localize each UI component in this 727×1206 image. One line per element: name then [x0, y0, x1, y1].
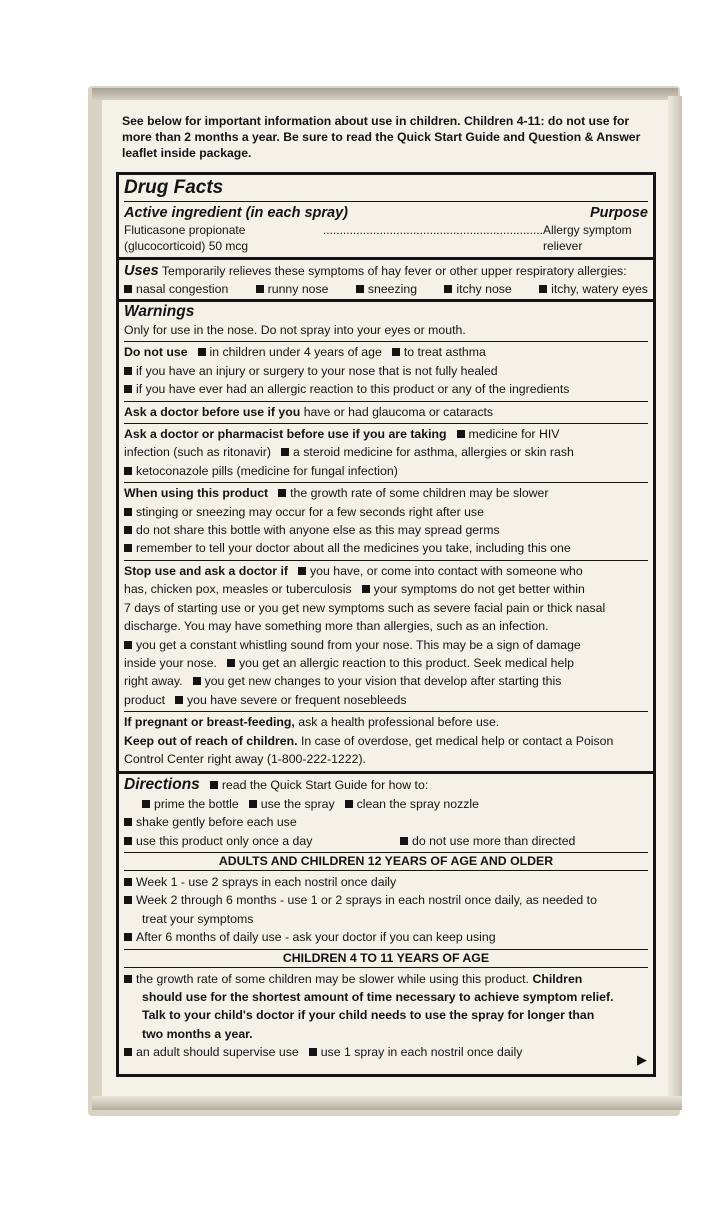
uses-text: Temporarily relieves these symptoms of hay fever or other upper respiratory allergies:	[161, 264, 627, 278]
bullet-square-icon	[124, 367, 132, 375]
ingredient-purpose: Allergy symptom reliever	[542, 223, 632, 253]
bullet-square-icon	[198, 348, 206, 356]
divider	[124, 423, 648, 424]
bullet-square-icon	[142, 800, 150, 808]
uses-title: Uses	[124, 263, 159, 279]
adults-block: Week 1 - use 2 sprays in each nostril once daily Week 2 through 6 months - use 1 or 2 sprays in each nostril once daily, as needed to treat your symptoms After 6 months of daily use - ask your doctor if you can keep using	[124, 873, 648, 947]
bullet-square-icon	[256, 285, 264, 293]
bullet-square-icon	[124, 896, 132, 904]
bullet-square-icon	[124, 1048, 132, 1056]
stop-use-block: Stop use and ask a doctor if you have, or come into contact with someone who has, chicken pox, measles or tuberculosis your symptoms do not get better within 7 days of starting use or you get new symptoms such as severe facial pain or thick nasal discharge. You may have something more than allergies, such as an infection. you get a constant whistling sound from your nose. This may be a sign of damage inside your nose. you get an allergic reaction to this product. Seek medical help right away. you get new changes to your vision that develop after starting this product you have severe or frequent nosebleeds	[124, 563, 606, 707]
bullet-square-icon	[124, 526, 132, 534]
active-ingredient-header	[124, 204, 648, 222]
bullet-square-icon	[539, 285, 547, 293]
symptom-item: itchy, watery eyes	[539, 280, 648, 298]
symptom-item: runny nose	[256, 280, 329, 298]
divider	[124, 711, 648, 712]
do-not-use-block: Do not use in children under 4 years of age to treat asthma if you have an injury or surgery to your nose that is not fully healed if you have ever had an allergic reaction to this product or any of the ingredients	[124, 345, 570, 397]
children-block: the growth rate of some children may be slower while using this product. Children should use for the shortest amount of time necessary to achieve symptom relief. Talk to your child's doctor if your child needs to use the spray for longer than two months a year. an adult should supervise use use 1 spray in each nostril once daily	[124, 970, 648, 1062]
bullet-square-icon	[356, 285, 364, 293]
bullet-square-icon	[124, 285, 132, 293]
purpose-label: Purpose	[589, 205, 648, 221]
bullet-square-icon	[392, 348, 400, 356]
bullet-square-icon	[124, 837, 132, 845]
drug-facts-title: Drug Facts	[124, 175, 648, 202]
ask-pharmacist-block: Ask a doctor or pharmacist before use if you are taking medicine for HIV infection (such as ritonavir) a steroid medicine for asthma, allergies or skin rash ketoconazole pills (medicine for fungal infection)	[124, 427, 574, 478]
carton-right-edge	[668, 96, 682, 1108]
bullet-square-icon	[124, 385, 132, 393]
directions-title: Directions	[124, 776, 200, 794]
bullet-square-icon	[124, 544, 132, 552]
symptom-item: itchy nose	[444, 280, 511, 298]
carton-bottom-edge	[92, 1096, 682, 1110]
section-divider	[119, 771, 653, 774]
intro-text: See below for important information about use in children. Children 4-11: do not use for more than 2 months a year. Be sure to read the Quick Start Guide and Question & Answer leaflet inside package.	[122, 114, 641, 160]
bullet-square-icon	[124, 933, 132, 941]
bullet-square-icon	[278, 489, 286, 497]
bullet-square-icon	[345, 800, 353, 808]
uses-section	[124, 262, 648, 280]
bullet-square-icon	[124, 508, 132, 516]
ask-doctor-block: Ask a doctor before use if you have or had glaucoma or cataracts	[124, 404, 494, 419]
bullet-square-icon	[210, 781, 218, 789]
bullet-square-icon	[362, 585, 370, 593]
divider	[124, 401, 648, 402]
bullet-square-icon	[124, 467, 132, 475]
active-ingredient-label: Active ingredient (in each spray)	[124, 205, 349, 221]
adults-header: ADULTS AND CHILDREN 12 YEARS OF AGE AND OLDER	[124, 852, 648, 871]
pregnant-block: If pregnant or breast-feeding, ask a health professional before use. Keep out of reach of children. In case of overdose, get medical help or contact a Poison Control Center right away (1-800-222-1222).	[124, 715, 614, 766]
when-using-block: When using this product the growth rate of some children may be slower stinging or sneezing may occur for a few seconds right after use do not share this bottle with anyone else as this may spread germs remember to tell your doctor about all the medicines you take, including this one	[124, 486, 571, 556]
bullet-square-icon	[124, 818, 132, 826]
symptom-item: nasal congestion	[124, 280, 228, 298]
bullet-square-icon	[193, 677, 201, 685]
ingredient-row	[124, 222, 648, 254]
children-header: CHILDREN 4 TO 11 YEARS OF AGE	[124, 949, 648, 968]
bullet-square-icon	[175, 696, 183, 704]
bullet-square-icon	[444, 285, 452, 293]
symptom-item: sneezing	[356, 280, 417, 298]
symptom-list	[124, 280, 648, 299]
bullet-square-icon	[400, 837, 408, 845]
bullet-square-icon	[227, 659, 235, 667]
bullet-square-icon	[124, 878, 132, 886]
bullet-square-icon	[309, 1048, 317, 1056]
warnings-nose-only: Only for use in the nose. Do not spray into your eyes or mouth.	[124, 323, 466, 337]
divider	[124, 560, 648, 561]
drug-facts-box	[116, 172, 656, 1077]
section-divider	[119, 257, 653, 260]
divider	[124, 482, 648, 483]
directions-block: Directions read the Quick Start Guide for how to: prime the bottle use the spray clean the spray nozzle shake gently before each use use this product only once a day do not use more than directed	[124, 776, 576, 848]
bullet-square-icon	[124, 641, 132, 649]
bullet-square-icon	[457, 430, 465, 438]
bullet-square-icon	[281, 448, 289, 456]
bullet-square-icon	[298, 567, 306, 575]
warnings-title: Warnings	[124, 303, 195, 320]
ingredient-dots: ..................................................................	[322, 223, 543, 237]
bullet-square-icon	[124, 975, 132, 983]
ingredient-name: Fluticasone propionate (glucocorticoid) 50 mcg	[124, 223, 249, 253]
divider	[124, 341, 648, 342]
continue-arrow-icon: ▶	[637, 1052, 647, 1067]
bullet-square-icon	[249, 800, 257, 808]
